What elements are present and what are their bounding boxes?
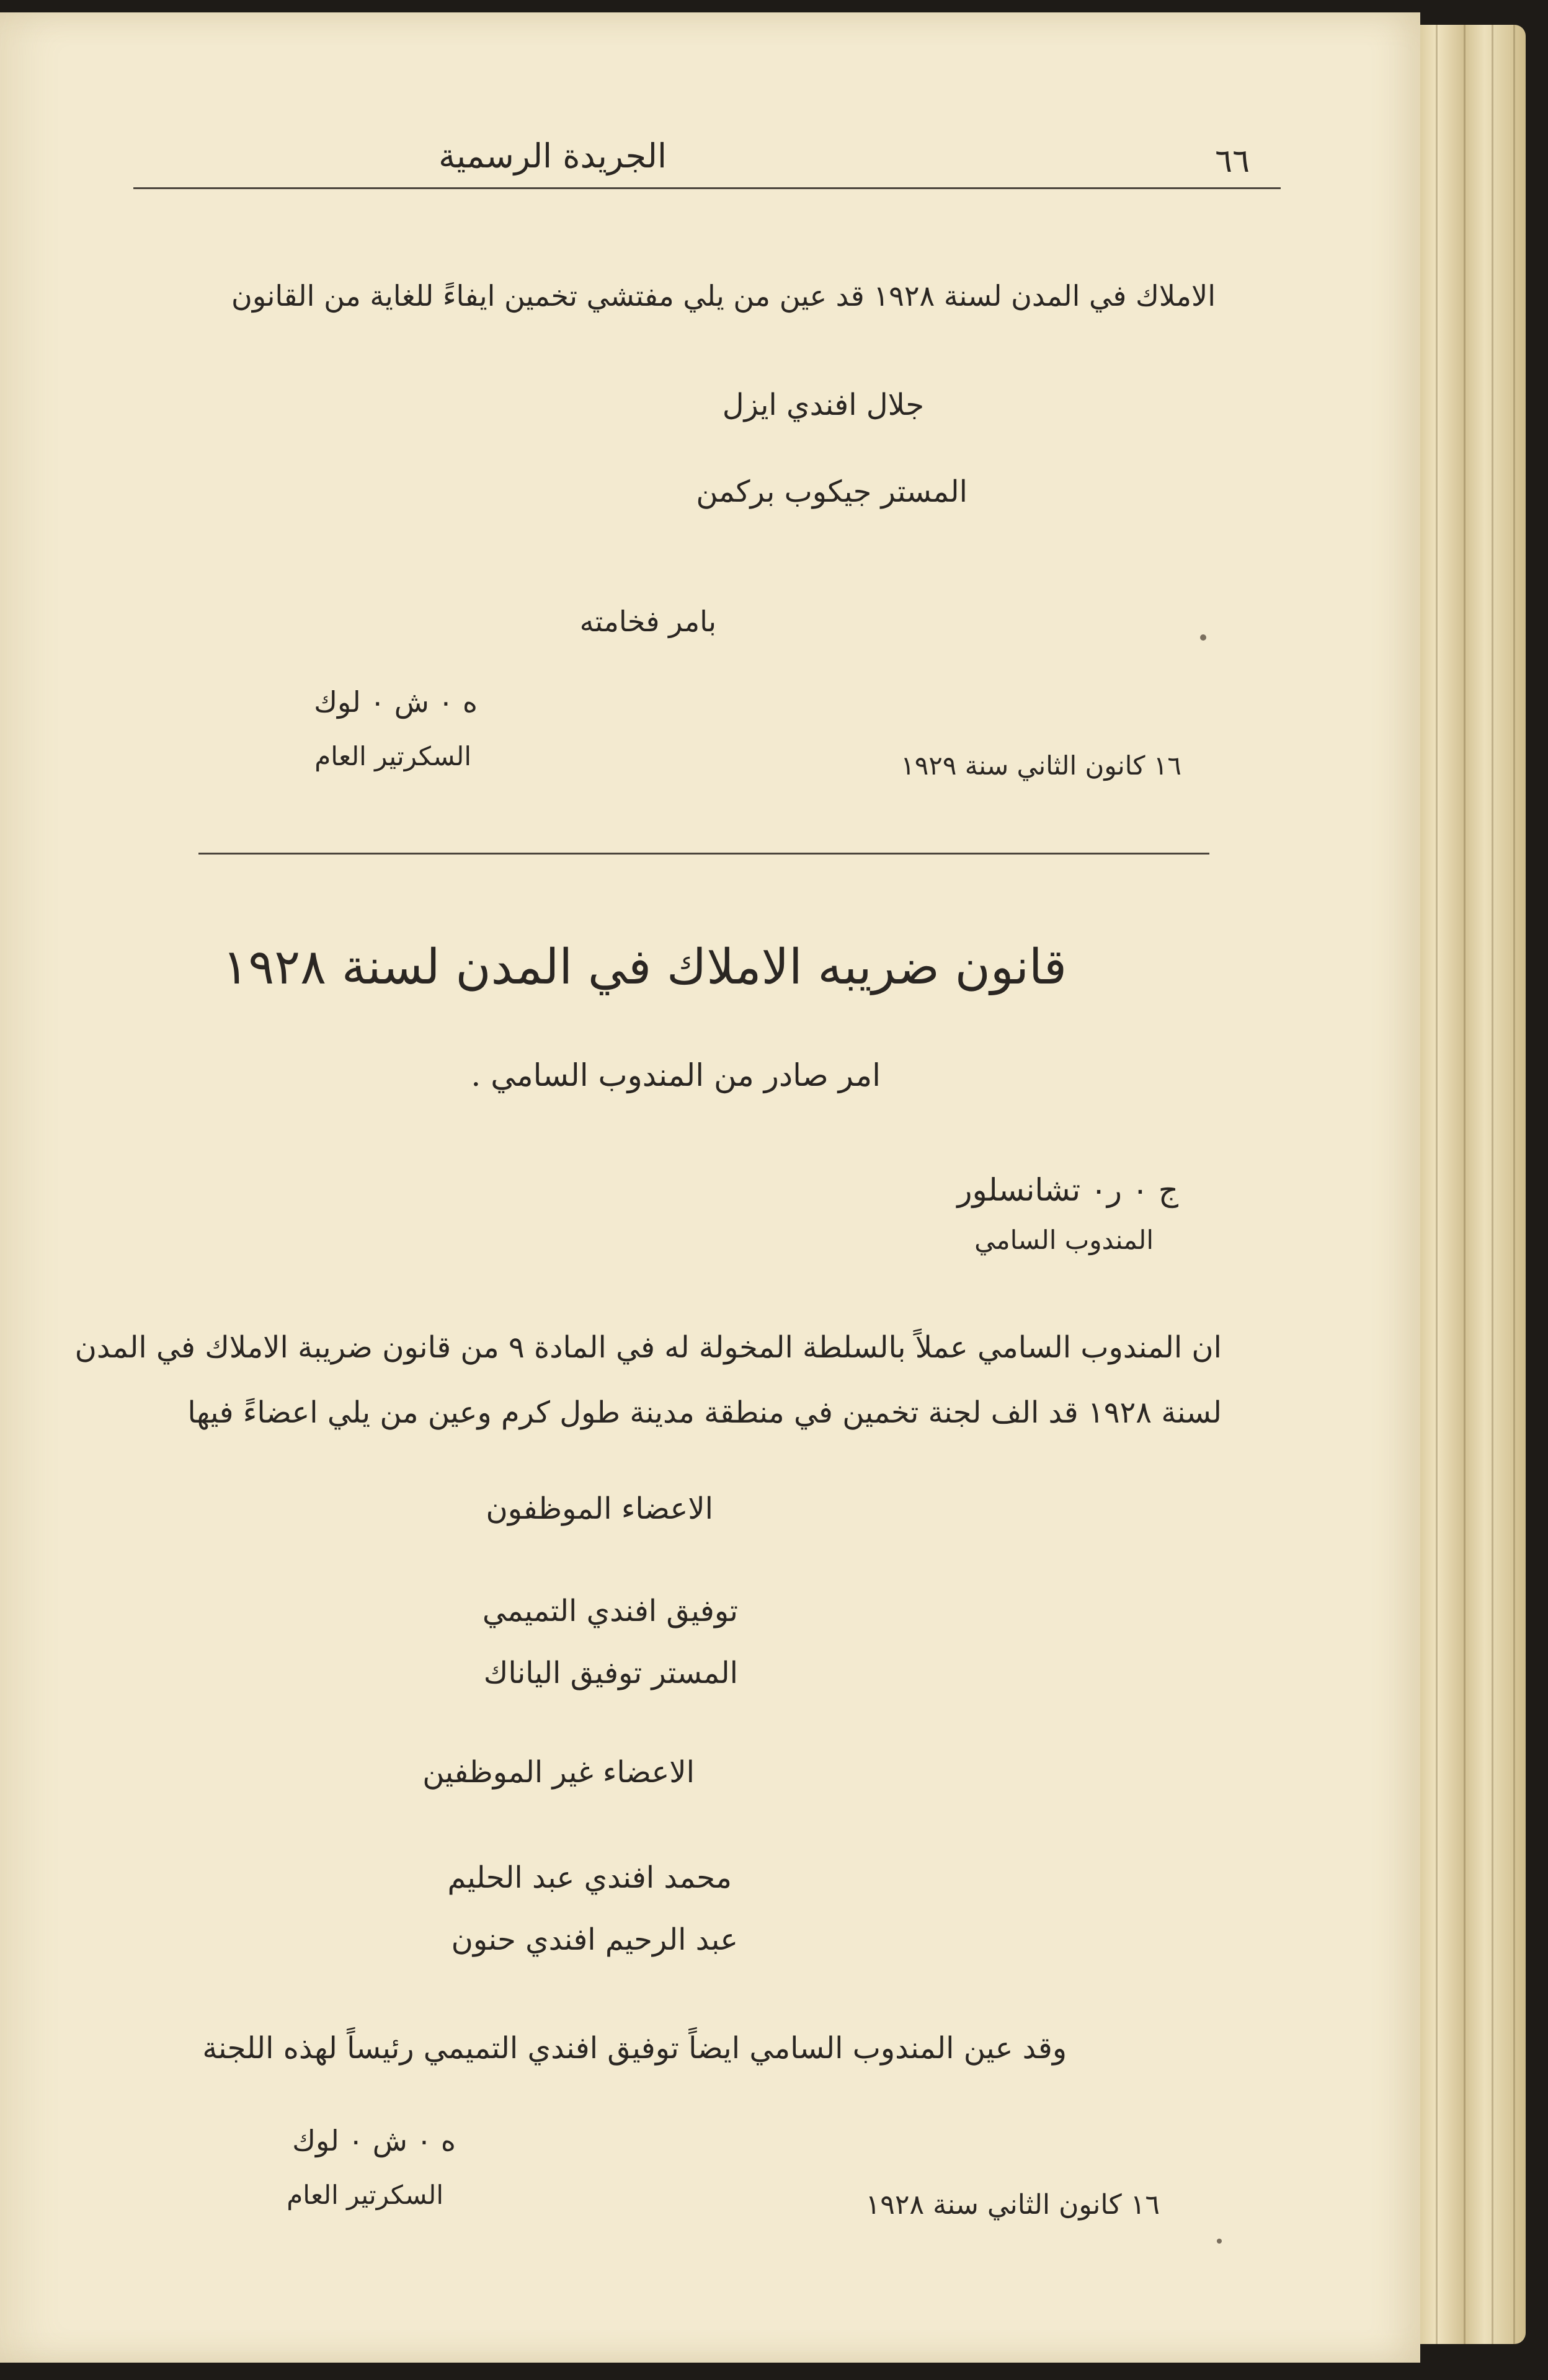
unofficial-member-2: عبد الرحيم افندي حنون: [451, 1922, 738, 1957]
page-edge-line: [1492, 25, 1493, 2344]
commissioner-title: المندوب السامي: [974, 1225, 1154, 1255]
unofficial-member-1: محمد افندي عبد الحليم: [447, 1860, 732, 1895]
page-number: ٦٦: [1215, 143, 1250, 180]
official-member-1: توفيق افندي التميمي: [482, 1594, 738, 1628]
law-date: ١٦ كانون الثاني سنة ١٩٢٨: [865, 2189, 1160, 2221]
unofficial-members-heading: الاعضاء غير الموظفين: [422, 1755, 695, 1790]
commissioner-name: ج ٠ ر٠ تشانسلور: [957, 1172, 1178, 1208]
official-members-heading: الاعضاء الموظفون: [486, 1491, 713, 1526]
law-paragraph-line-2: لسنة ١٩٢٨ قد الف لجنة تخمين في منطقة مدينة طول كرم وعين من يلي اعضاءً فيها: [187, 1395, 1222, 1430]
signatory-title: السكرتير العام: [314, 741, 471, 771]
chair-appointment-note: وقد عين المندوب السامي ايضاً توفيق افندي التميمي رئيساً لهذه اللجنة: [202, 2031, 1067, 2066]
official-member-2: المستر توفيق الياناك: [483, 1656, 738, 1690]
notice-text: الاملاك في المدن لسنة ١٩٢٨ قد عين من يلي مفتشي تخمين ايفاءً للغاية من القانون: [231, 279, 1216, 313]
ink-dot: [1200, 634, 1206, 641]
page-edge-line: [1464, 25, 1466, 2344]
page-edge-line: [1513, 25, 1515, 2344]
law-title: قانون ضريبه الاملاك في المدن لسنة ١٩٢٨: [222, 939, 1067, 995]
section-divider: [198, 853, 1209, 855]
notice-date: ١٦ كانون الثاني سنة ١٩٢٩: [901, 750, 1181, 781]
law-signatory-title: السكرتير العام: [287, 2180, 443, 2210]
page-edge-line: [1436, 25, 1438, 2344]
signatory-name: ه ٠ ش ٠ لوك: [314, 685, 478, 719]
ink-dot: [1217, 2239, 1222, 2244]
law-signatory-name: ه ٠ ش ٠ لوك: [292, 2124, 456, 2157]
inspector-name-2: المستر جيكوب بركمن: [696, 474, 968, 509]
page-header-title: الجريدة الرسمية: [438, 136, 667, 175]
inspector-name-1: جلال افندي ايزل: [722, 388, 924, 422]
by-order-text: بامر فخامته: [579, 605, 716, 638]
law-subtitle: امر صادر من المندوب السامي .: [471, 1057, 881, 1093]
law-paragraph-line-1: ان المندوب السامي عملاً بالسلطة المخولة له في المادة ٩ من قانون ضريبة الاملاك في المدن: [74, 1330, 1222, 1365]
gazette-page: [0, 12, 1420, 2363]
header-rule: [133, 187, 1281, 189]
